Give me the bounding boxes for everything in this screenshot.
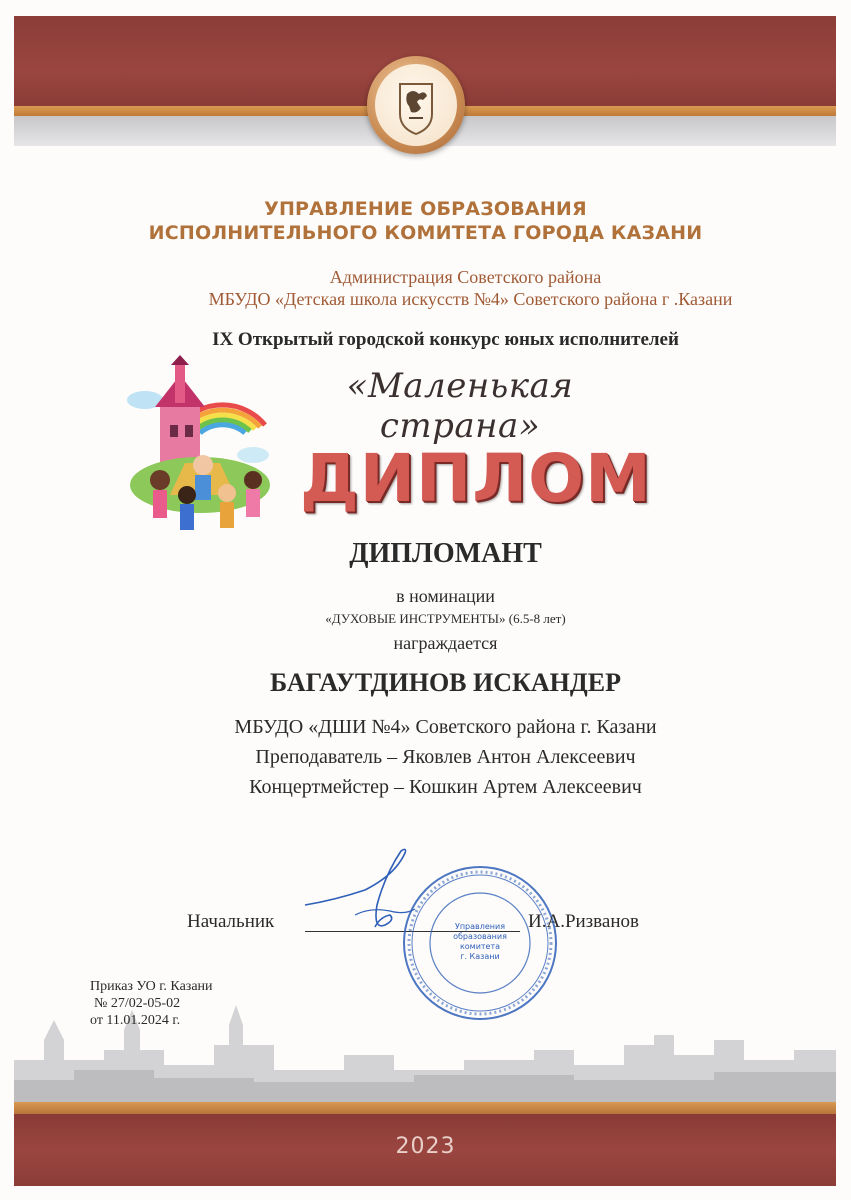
institution: МБУДО «ДШИ №4» Советского района г. Казани bbox=[234, 716, 657, 738]
signatory-name: И.А.Ризванов bbox=[528, 911, 639, 932]
admin-line-2: МБУДО «Детская школа искусств №4» Советского района г .Казани bbox=[208, 289, 733, 309]
signature-role: Начальник bbox=[187, 911, 275, 932]
year: 2023 bbox=[395, 1134, 456, 1159]
svg-text:образования: образования bbox=[453, 932, 507, 941]
kazan-emblem-icon bbox=[367, 56, 465, 154]
contest-slogan: «Маленькая страна» bbox=[346, 366, 574, 446]
order-line-1: Приказ УО г. Казани bbox=[90, 979, 213, 994]
accompanist: Концертмейстер – Кошкин Артем Алексеевич bbox=[249, 776, 642, 798]
bottom-gold-stripe bbox=[14, 1102, 836, 1114]
official-stamp bbox=[400, 863, 560, 1023]
svg-text:Управления: Управления bbox=[454, 922, 506, 931]
teacher: Преподаватель – Яковлев Антон Алексеевич bbox=[255, 746, 636, 768]
admin-line-1: Администрация Советского района bbox=[329, 267, 602, 287]
nomination-label: в номинации bbox=[396, 586, 495, 606]
org-line-1: УПРАВЛЕНИЕ ОБРАЗОВАНИЯ bbox=[264, 198, 587, 220]
recipient-name: БАГАУТДИНОВ ИСКАНДЕР bbox=[270, 668, 621, 697]
svg-text:комитета: комитета bbox=[459, 942, 501, 951]
order-line-3: от 11.01.2024 г. bbox=[90, 1013, 181, 1028]
diploma-title: ДИПЛОМ bbox=[300, 440, 652, 517]
award-label: награждается bbox=[393, 633, 498, 653]
contest-title: IX Открытый городской конкурс юных исполнителей bbox=[212, 329, 679, 350]
org-line-2: ИСПОЛНИТЕЛЬНОГО КОМИТЕТА ГОРОДА КАЗАНИ bbox=[148, 222, 703, 244]
svg-text:г. Казани: г. Казани bbox=[460, 952, 500, 961]
order-line-2: № 27/02-05-02 bbox=[94, 996, 181, 1011]
rank-title: ДИПЛОМАНТ bbox=[349, 538, 542, 569]
nomination-category: «ДУХОВЫЕ ИНСТРУМЕНТЫ» (6.5-8 лет) bbox=[325, 611, 566, 626]
children-castle-illustration bbox=[125, 355, 275, 540]
